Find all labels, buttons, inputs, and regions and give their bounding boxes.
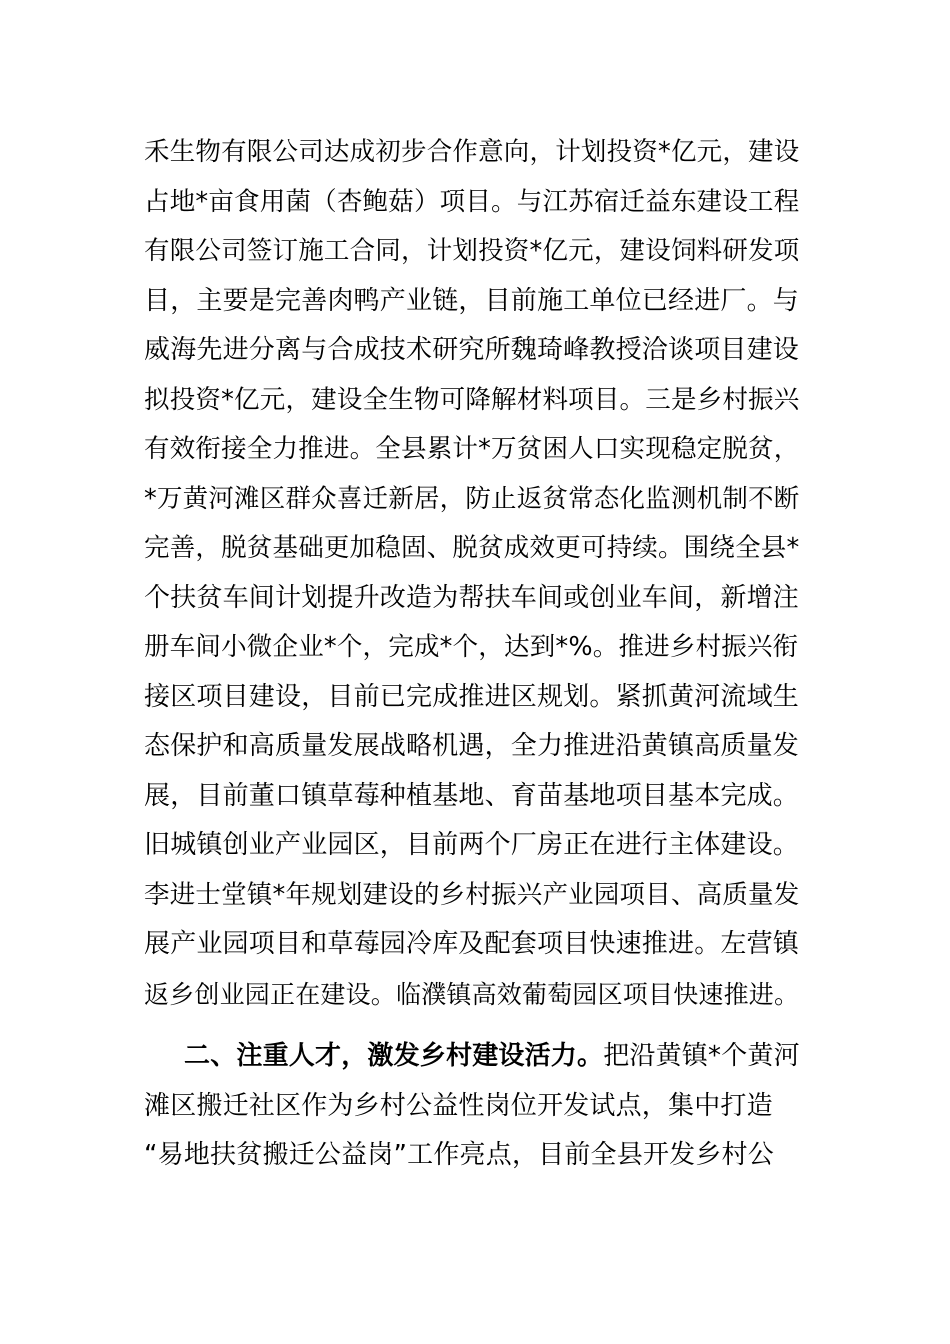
- text-line: 册车间小微企业*个，完成*个，达到*%。推进乡村振兴衔: [144, 632, 799, 662]
- text-line: 滩区搬迁社区作为乡村公益性岗位开发试点，集中打造: [144, 1090, 773, 1121]
- text-line: 返乡创业园正在建设。临濮镇高效葡萄园区项目快速推进。: [144, 979, 800, 1009]
- text-line: 有效衔接全力推进。全县累计*万贫困人口实现稳定脱贫，: [144, 434, 800, 464]
- text-line: “易地扶贫搬迁公益岗”工作亮点，目前全县开发乡村公: [144, 1140, 774, 1170]
- text-line: 李进士堂镇*年规划建设的乡村振兴产业园项目、高质量发: [144, 879, 800, 910]
- text-line: 占地*亩食用菌（杏鲍菇）项目。与江苏宿迁益东建设工程: [144, 186, 800, 217]
- text-line: [144, 1032, 808, 1082]
- text-line: 态保护和高质量发展战略机遇，全力推进沿黄镇高质量发: [144, 731, 800, 761]
- text-line: *万黄河滩区群众喜迁新居，防止返贫常态化监测机制不断: [144, 483, 800, 514]
- text-line: 威海先进分离与合成技术研究所魏琦峰教授洽谈项目建设: [144, 335, 800, 365]
- text-line: 禾生物有限公司达成初步合作意向，计划投资*亿元，建设: [144, 137, 800, 167]
- text-line: 个扶贫车间计划提升改造为帮扶车间或创业车间，新增注: [144, 582, 800, 613]
- text-line: 展，目前董口镇草莓种植基地、育苗基地项目基本完成。: [144, 780, 800, 811]
- text-line: 接区项目建设，目前已完成推进区规划。紧抓黄河流域生: [144, 681, 800, 712]
- text-line: 展产业园项目和草莓园冷库及配套项目快速推进。左营镇: [144, 929, 800, 959]
- heading-continuation: 把沿黄镇*个黄河: [603, 1041, 800, 1071]
- text-line: 拟投资*亿元，建设全生物可降解材料项目。三是乡村振兴: [144, 384, 800, 415]
- text-line: 目，主要是完善肉鸭产业链，目前施工单位已经进厂。与: [144, 285, 800, 316]
- section-paragraph: [144, 1032, 808, 1181]
- text-line: 旧城镇创业产业园区，目前两个厂房正在进行主体建设。: [144, 830, 800, 860]
- text-line: 有限公司签订施工合同，计划投资*亿元，建设饲料研发项: [144, 236, 800, 266]
- section-heading: 二、注重人才，激发乡村建设活力。: [184, 1041, 604, 1071]
- text-line: 完善，脱贫基础更加稳固、脱贫成效更可持续。围绕全县*: [144, 533, 800, 563]
- body-paragraph: [144, 128, 808, 1019]
